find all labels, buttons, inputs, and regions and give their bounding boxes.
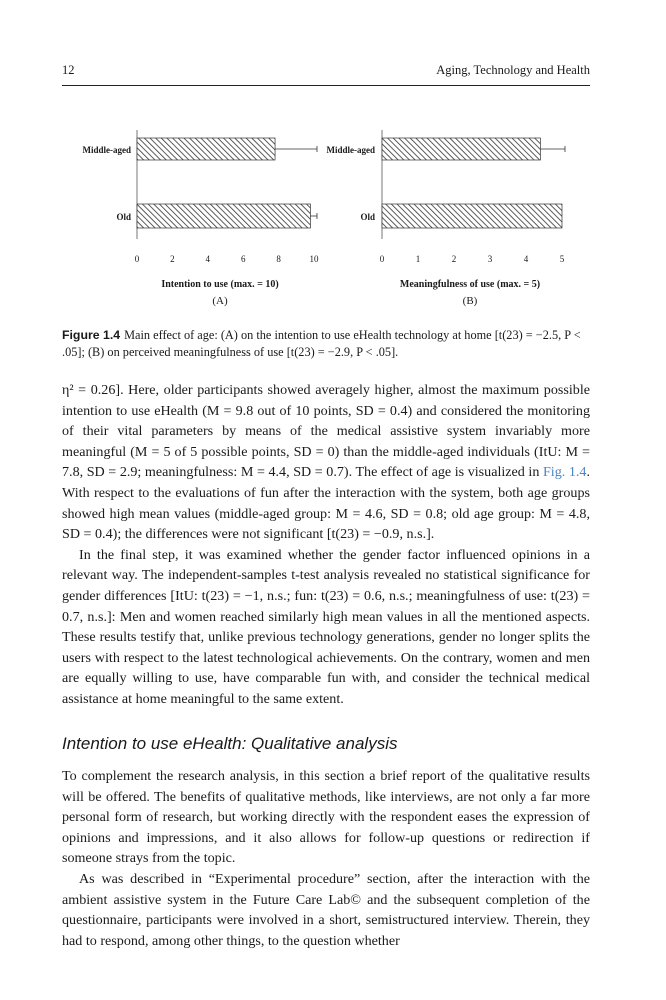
- x-tick-label: 8: [276, 254, 281, 264]
- paragraph-results-gender: In the final step, it was examined whether the gender factor influenced opinions in a relevant way. The independent-samples t-test analysis revealed no statistical significance for gender differences [ItU: t(23) = −1, n.s.; fun: t(23) = 0.6, n.s.; meaningfulness of use: t(23) = 0.7, n.s.]: Men and women reached similarly high mean values in all the mentioned aspects. These results testify that, unlike previous technology generations, gender no longer splits the users with respect to the latest technological achievements. On the contrary, women and men are equally willing to use, have comparable fun with, and consider the technical medical assistance at home meaningful to the same extent.: [62, 546, 590, 707]
- paragraph-results-age: η² = 0.26]. Here, older participants showed averagely higher, almost the maximum possible intention to use eHealth (M = 9.8 out of 10 points, SD = 0.4) and considered the monitoring of their vital parameters by means of the medical assistive system invariably more meaningful (M = 5 of 5 possible points, SD = 0) than the middle-aged individuals (ItU: M = 7.8, SD = 2.9; meaningfulness: M = 4.4, SD = 0.7). The effect of age is visualized in Fig. 1.4. With respect to the evaluations of fun after the interaction with the system, both age groups showed high mean values (middle-aged group: M = 4.6, SD = 0.8; old age group: M = 4.8, SD = 0.4); the differences were not significant [t(23) = −0.9, n.s.].: [62, 382, 590, 543]
- page-number: 12: [62, 63, 75, 77]
- bar-category-label: Middle-aged: [326, 145, 375, 155]
- x-tick-label: 1: [415, 254, 421, 264]
- caption-text: Main effect of age: (A) on the intention to use eHealth technology at home [t(23) = −2.5, P < .05]; (B) on perceived meaningfulness of use [t(23) = −2.9, P < .05].: [62, 328, 581, 359]
- section-heading: Intention to use eHealth: Qualitative analysis: [62, 734, 398, 753]
- x-tick-label: 4: [205, 254, 211, 264]
- x-tick-label: 2: [170, 254, 175, 264]
- caption-label: Figure 1.4: [62, 328, 121, 342]
- running-title: Aging, Technology and Health: [436, 63, 590, 77]
- x-tick-label: 5: [559, 254, 565, 264]
- x-tick-label: 10: [309, 254, 319, 264]
- body-text-2: [62, 766, 590, 951]
- figure-link[interactable]: Fig. 1.4: [542, 464, 587, 481]
- paragraph-qualitative-procedure: As was described in “Experimental procedure” section, after the interaction with the ambient assistive system in the Future Care Lab© and the subsequent completion of the questionnaire, participants were involved in a short, semistructured interview. Therein, they had to respond, among other things, to the question whether: [62, 870, 590, 949]
- x-tick-label: 3: [487, 254, 493, 264]
- x-axis-title: Meaningfulness of use (max. = 5): [399, 279, 541, 290]
- x-axis-title: Intention to use (max. = 10): [161, 279, 279, 290]
- bar: [137, 138, 275, 160]
- bar: [382, 138, 540, 160]
- bar: [382, 204, 562, 228]
- paragraph-qualitative-intro: To complement the research analysis, in this section a brief report of the qualitative results will be offered. The benefits of qualitative methods, like interviews, are not only a far more personal form of research, but working directly with the respondent eases the expression of opinions and impressions, and it also allows for follow-up questions or redirection if someone strays from the topic.: [62, 768, 590, 867]
- x-tick-label: 0: [379, 254, 385, 264]
- x-tick-label: 4: [523, 254, 529, 264]
- bar-category-label: Old: [116, 212, 131, 222]
- panel-label: (B): [462, 295, 478, 307]
- bar-category-label: Old: [360, 212, 375, 222]
- x-tick-label: 6: [240, 254, 246, 264]
- panel-label: (A): [212, 295, 228, 307]
- bar-category-label: Middle-aged: [82, 145, 131, 155]
- figure-caption: [62, 327, 592, 361]
- bar: [137, 204, 310, 228]
- x-tick-label: 0: [134, 254, 140, 264]
- x-tick-label: 2: [451, 254, 457, 264]
- figure-1-4: [0, 0, 666, 320]
- body-text-1: [62, 380, 590, 710]
